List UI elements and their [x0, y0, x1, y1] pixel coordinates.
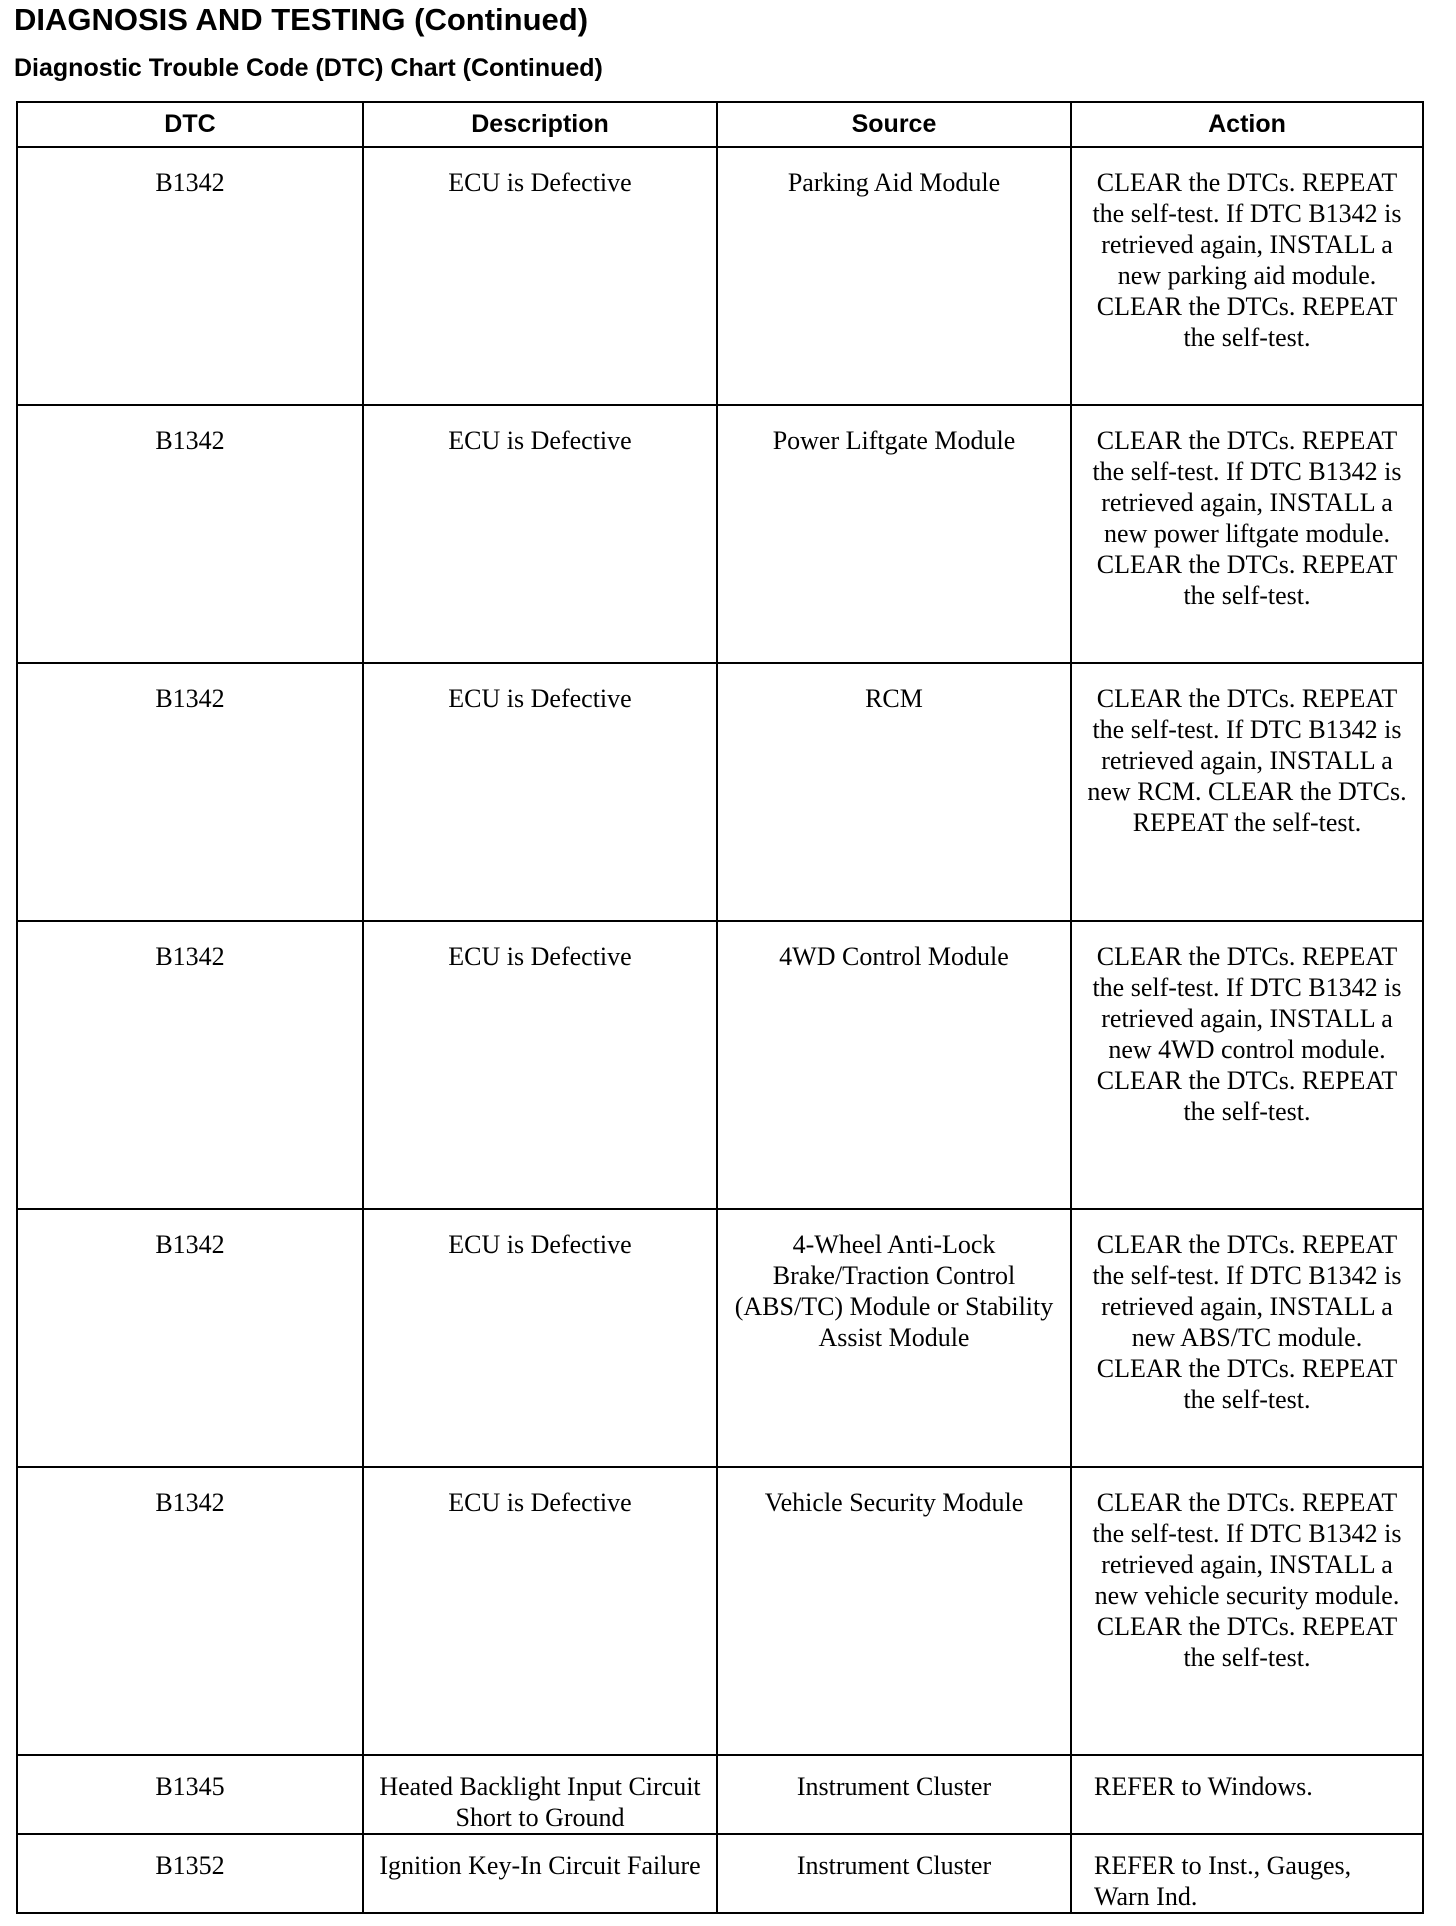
action-cell: CLEAR the DTCs. REPEAT the self-test. If DTC B1342 is retrieved again, INSTALL a new RCM. CLEAR the DTCs. REPEAT the self-test. — [1071, 663, 1423, 921]
table-row — [17, 663, 1423, 921]
dtc-table — [16, 101, 1424, 1914]
column-header-dtc: DTC — [17, 102, 363, 147]
action-cell: CLEAR the DTCs. REPEAT the self-test. If DTC B1342 is retrieved again, INSTALL a new parking aid module. CLEAR the DTCs. REPEAT the self-test. — [1071, 147, 1423, 405]
table-row — [17, 147, 1423, 405]
description-cell: ECU is Defective — [363, 1467, 717, 1755]
description-cell: ECU is Defective — [363, 1209, 717, 1467]
source-cell: Parking Aid Module — [717, 147, 1071, 405]
column-header-description: Description — [363, 102, 717, 147]
dtc-cell: B1342 — [17, 663, 363, 921]
dtc-cell: B1342 — [17, 147, 363, 405]
source-cell: RCM — [717, 663, 1071, 921]
action-cell: REFER to Windows. — [1071, 1755, 1423, 1834]
description-cell: Ignition Key-In Circuit Failure — [363, 1834, 717, 1913]
description-cell: ECU is Defective — [363, 663, 717, 921]
action-cell: CLEAR the DTCs. REPEAT the self-test. If DTC B1342 is retrieved again, INSTALL a new vehicle security module. CLEAR the DTCs. REPEAT the self-test. — [1071, 1467, 1423, 1755]
source-cell: Instrument Cluster — [717, 1834, 1071, 1913]
source-cell: Instrument Cluster — [717, 1755, 1071, 1834]
table-row — [17, 1209, 1423, 1467]
table-row — [17, 1834, 1423, 1913]
action-cell: CLEAR the DTCs. REPEAT the self-test. If DTC B1342 is retrieved again, INSTALL a new ABS/TC module. CLEAR the DTCs. REPEAT the self-test. — [1071, 1209, 1423, 1467]
dtc-cell: B1345 — [17, 1755, 363, 1834]
source-cell: 4-Wheel Anti-Lock Brake/Traction Control (ABS/TC) Module or Stability Assist Module — [717, 1209, 1071, 1467]
description-cell: Heated Backlight Input Circuit Short to Ground — [363, 1755, 717, 1834]
source-cell: Power Liftgate Module — [717, 405, 1071, 663]
description-cell: ECU is Defective — [363, 147, 717, 405]
action-cell: CLEAR the DTCs. REPEAT the self-test. If DTC B1342 is retrieved again, INSTALL a new 4WD control module. CLEAR the DTCs. REPEAT the self-test. — [1071, 921, 1423, 1209]
column-header-action: Action — [1071, 102, 1423, 147]
column-header-source: Source — [717, 102, 1071, 147]
dtc-cell: B1342 — [17, 405, 363, 663]
dtc-cell: B1342 — [17, 921, 363, 1209]
dtc-cell: B1342 — [17, 1467, 363, 1755]
action-cell: CLEAR the DTCs. REPEAT the self-test. If DTC B1342 is retrieved again, INSTALL a new power liftgate module. CLEAR the DTCs. REPEAT the self-test. — [1071, 405, 1423, 663]
description-cell: ECU is Defective — [363, 405, 717, 663]
dtc-cell: B1342 — [17, 1209, 363, 1467]
table-header-row — [17, 102, 1423, 147]
source-cell: 4WD Control Module — [717, 921, 1071, 1209]
chart-title: Diagnostic Trouble Code (DTC) Chart (Continued) — [14, 54, 603, 82]
table-row — [17, 405, 1423, 663]
dtc-cell: B1352 — [17, 1834, 363, 1913]
source-cell: Vehicle Security Module — [717, 1467, 1071, 1755]
action-cell: REFER to Inst., Gauges, Warn Ind. — [1071, 1834, 1423, 1913]
table-row — [17, 1755, 1423, 1834]
table-row — [17, 921, 1423, 1209]
page-title: DIAGNOSIS AND TESTING (Continued) — [14, 2, 589, 37]
description-cell: ECU is Defective — [363, 921, 717, 1209]
table-row — [17, 1467, 1423, 1755]
